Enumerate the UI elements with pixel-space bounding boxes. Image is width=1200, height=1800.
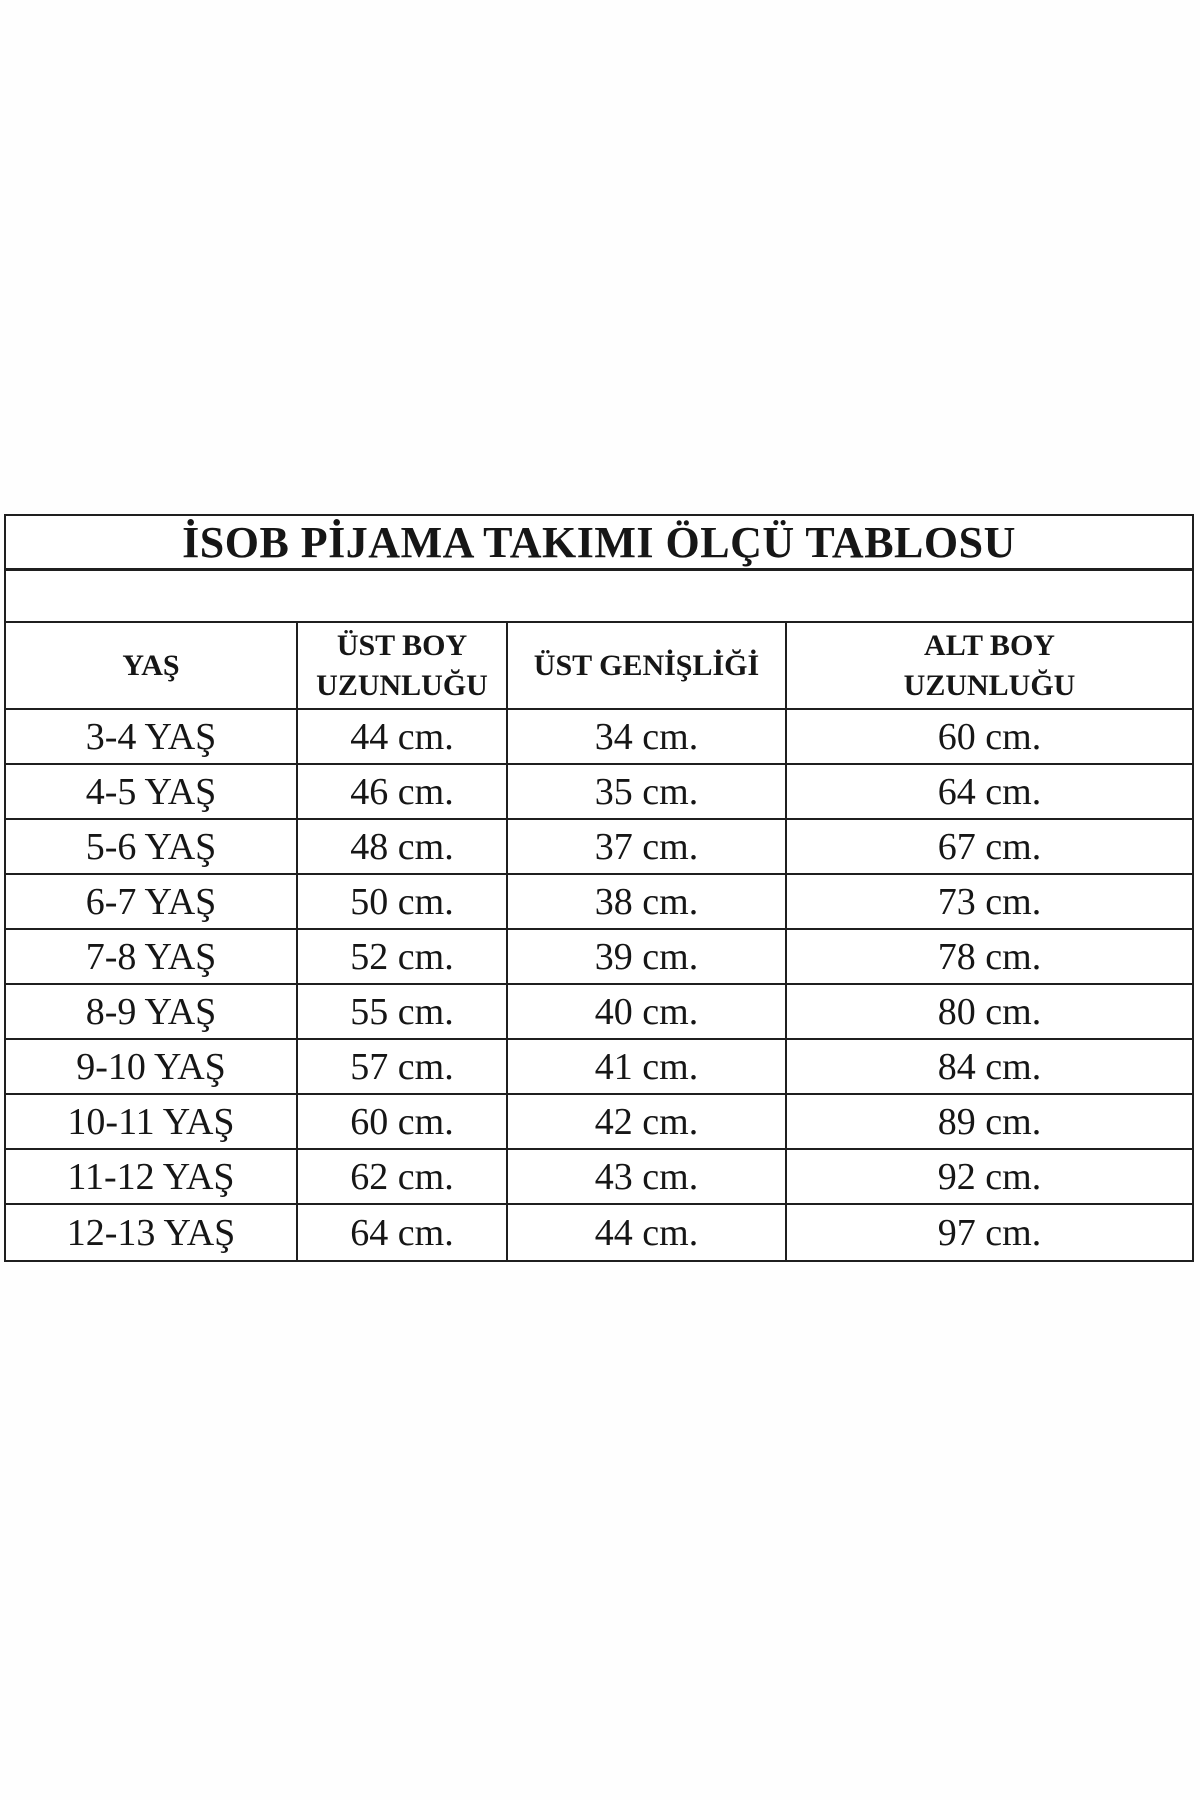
table-row — [6, 1095, 1192, 1150]
table-row — [6, 820, 1192, 875]
top-length-cell: 52 cm. — [298, 930, 508, 983]
bottom-length-cell: 73 cm. — [937, 881, 1042, 923]
top-width-cell: 44 cm. — [508, 1205, 787, 1260]
age-cell: 4-5 YAŞ — [6, 765, 298, 818]
top-width-cell: 34 cm. — [508, 710, 787, 763]
top-width-cell: 41 cm. — [508, 1040, 787, 1093]
top-width-cell: 38 cm. — [508, 875, 787, 928]
age-cell: 11-12 YAŞ — [6, 1150, 298, 1203]
table-header-row — [6, 623, 1192, 710]
header-age-label: YAŞ — [122, 648, 180, 682]
bottom-length-cell: 64 cm. — [937, 771, 1042, 813]
header-bottom-length — [787, 623, 1192, 708]
age-cell: 9-10 YAŞ — [6, 1040, 298, 1093]
bottom-length-cell: 97 cm. — [937, 1212, 1042, 1254]
top-width-cell: 35 cm. — [508, 765, 787, 818]
top-length-cell: 50 cm. — [298, 875, 508, 928]
top-length-cell: 48 cm. — [298, 820, 508, 873]
bottom-length-cell: 84 cm. — [937, 1046, 1042, 1088]
empty-spacer-row — [6, 571, 1192, 623]
table-row — [6, 930, 1192, 985]
bottom-length-cell: 78 cm. — [937, 936, 1042, 978]
top-width-cell: 40 cm. — [508, 985, 787, 1038]
top-width-cell: 37 cm. — [508, 820, 787, 873]
bottom-length-cell: 89 cm. — [937, 1101, 1042, 1143]
top-length-cell: 62 cm. — [298, 1150, 508, 1203]
table-row — [6, 1205, 1192, 1260]
header-top-width-label: ÜST GENİŞLİĞİ — [533, 648, 760, 682]
size-chart-table — [4, 514, 1194, 1262]
table-row — [6, 765, 1192, 820]
bottom-length-cell: 60 cm. — [937, 716, 1042, 758]
age-cell: 5-6 YAŞ — [6, 820, 298, 873]
table-row — [6, 1040, 1192, 1095]
header-top-length-label: ÜST BOY UZUNLUĞU — [316, 628, 488, 702]
age-cell: 12-13 YAŞ — [6, 1205, 298, 1260]
top-length-cell: 46 cm. — [298, 765, 508, 818]
top-length-cell: 57 cm. — [298, 1040, 508, 1093]
age-cell: 6-7 YAŞ — [6, 875, 298, 928]
bottom-length-cell: 92 cm. — [937, 1156, 1042, 1198]
bottom-length-cell: 67 cm. — [937, 826, 1042, 868]
top-width-cell: 42 cm. — [508, 1095, 787, 1148]
top-length-cell: 44 cm. — [298, 710, 508, 763]
table-row — [6, 1150, 1192, 1205]
top-width-cell: 39 cm. — [508, 930, 787, 983]
top-length-cell: 55 cm. — [298, 985, 508, 1038]
top-width-cell: 43 cm. — [508, 1150, 787, 1203]
table-row — [6, 875, 1192, 930]
age-cell: 10-11 YAŞ — [6, 1095, 298, 1148]
table-row — [6, 985, 1192, 1040]
header-age — [6, 623, 298, 708]
top-length-cell: 64 cm. — [298, 1205, 508, 1260]
header-bottom-length-label: ALT BOY UZUNLUĞU — [903, 628, 1076, 702]
table-title: İSOB PİJAMA TAKIMI ÖLÇÜ TABLOSU — [182, 518, 1016, 567]
age-cell: 8-9 YAŞ — [6, 985, 298, 1038]
top-length-cell: 60 cm. — [298, 1095, 508, 1148]
header-top-width — [508, 623, 787, 708]
header-top-length — [298, 623, 508, 708]
table-title-row — [6, 516, 1192, 571]
age-cell: 3-4 YAŞ — [6, 710, 298, 763]
bottom-length-cell: 80 cm. — [937, 991, 1042, 1033]
table-row — [6, 710, 1192, 765]
age-cell: 7-8 YAŞ — [6, 930, 298, 983]
